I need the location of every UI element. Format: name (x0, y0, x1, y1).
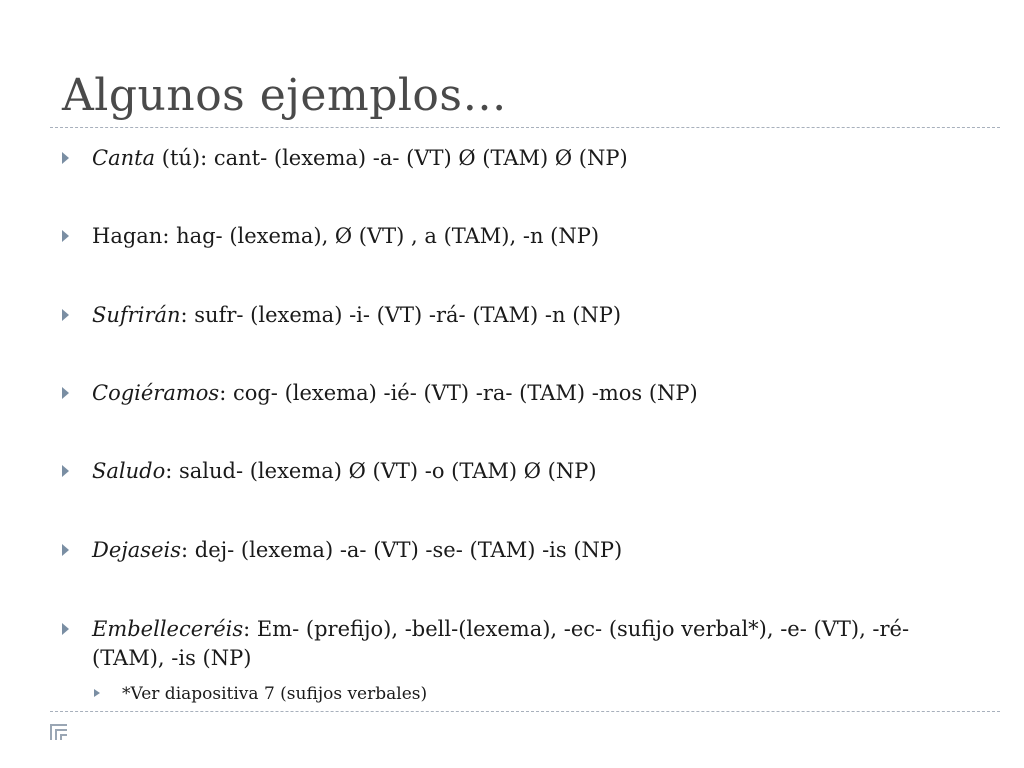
bullet-arrow-icon (62, 623, 69, 635)
list-item (92, 536, 972, 565)
example-analysis: : Em- (prefijo), -bell-(lexema), -ec- (sufijo verbal*), -e- (VT), -ré- (TAM), -is (NP) (92, 617, 910, 670)
corner-bracket-icon (48, 722, 70, 742)
list-item (92, 222, 972, 251)
example-analysis: : salud- (lexema) Ø (VT) -o (TAM) Ø (NP) (165, 459, 597, 483)
bullet-arrow-icon (62, 544, 69, 556)
list-item (92, 379, 972, 408)
example-word: Embelleceréis (92, 617, 244, 641)
example-analysis: : dej- (lexema) -a- (VT) -se- (TAM) -is (NP) (181, 538, 623, 562)
slide-title: Algunos ejemplos… (62, 70, 507, 121)
example-analysis: : sufr- (lexema) -i- (VT) -rá- (TAM) -n (NP) (180, 303, 622, 327)
bullet-arrow-icon (62, 152, 69, 164)
bullet-arrow-icon (62, 465, 69, 477)
list-item (92, 615, 972, 673)
bullet-arrow-icon (62, 387, 69, 399)
example-word: Canta (92, 146, 156, 170)
footer-divider (50, 711, 1000, 712)
title-divider (50, 127, 1000, 128)
list-item (92, 457, 972, 486)
example-analysis: Hagan: hag- (lexema), Ø (VT) , a (TAM), -n (NP) (92, 224, 600, 248)
sub-bullet-arrow-icon (94, 689, 100, 697)
example-word: Saludo (92, 459, 166, 483)
example-analysis: : cog- (lexema) -ié- (VT) -ra- (TAM) -mos (NP) (219, 381, 698, 405)
sub-list-item: *Ver diapositiva 7 (sufijos verbales) (122, 684, 428, 704)
bullet-arrow-icon (62, 309, 69, 321)
example-analysis: (tú): cant- (lexema) -a- (VT) Ø (TAM) Ø (NP) (155, 146, 628, 170)
example-word: Sufrirán (92, 303, 181, 327)
example-word: Dejaseis (92, 538, 181, 562)
list-item (92, 301, 972, 330)
list-item (92, 144, 972, 173)
example-word: Cogiéramos (92, 381, 220, 405)
bullet-arrow-icon (62, 230, 69, 242)
